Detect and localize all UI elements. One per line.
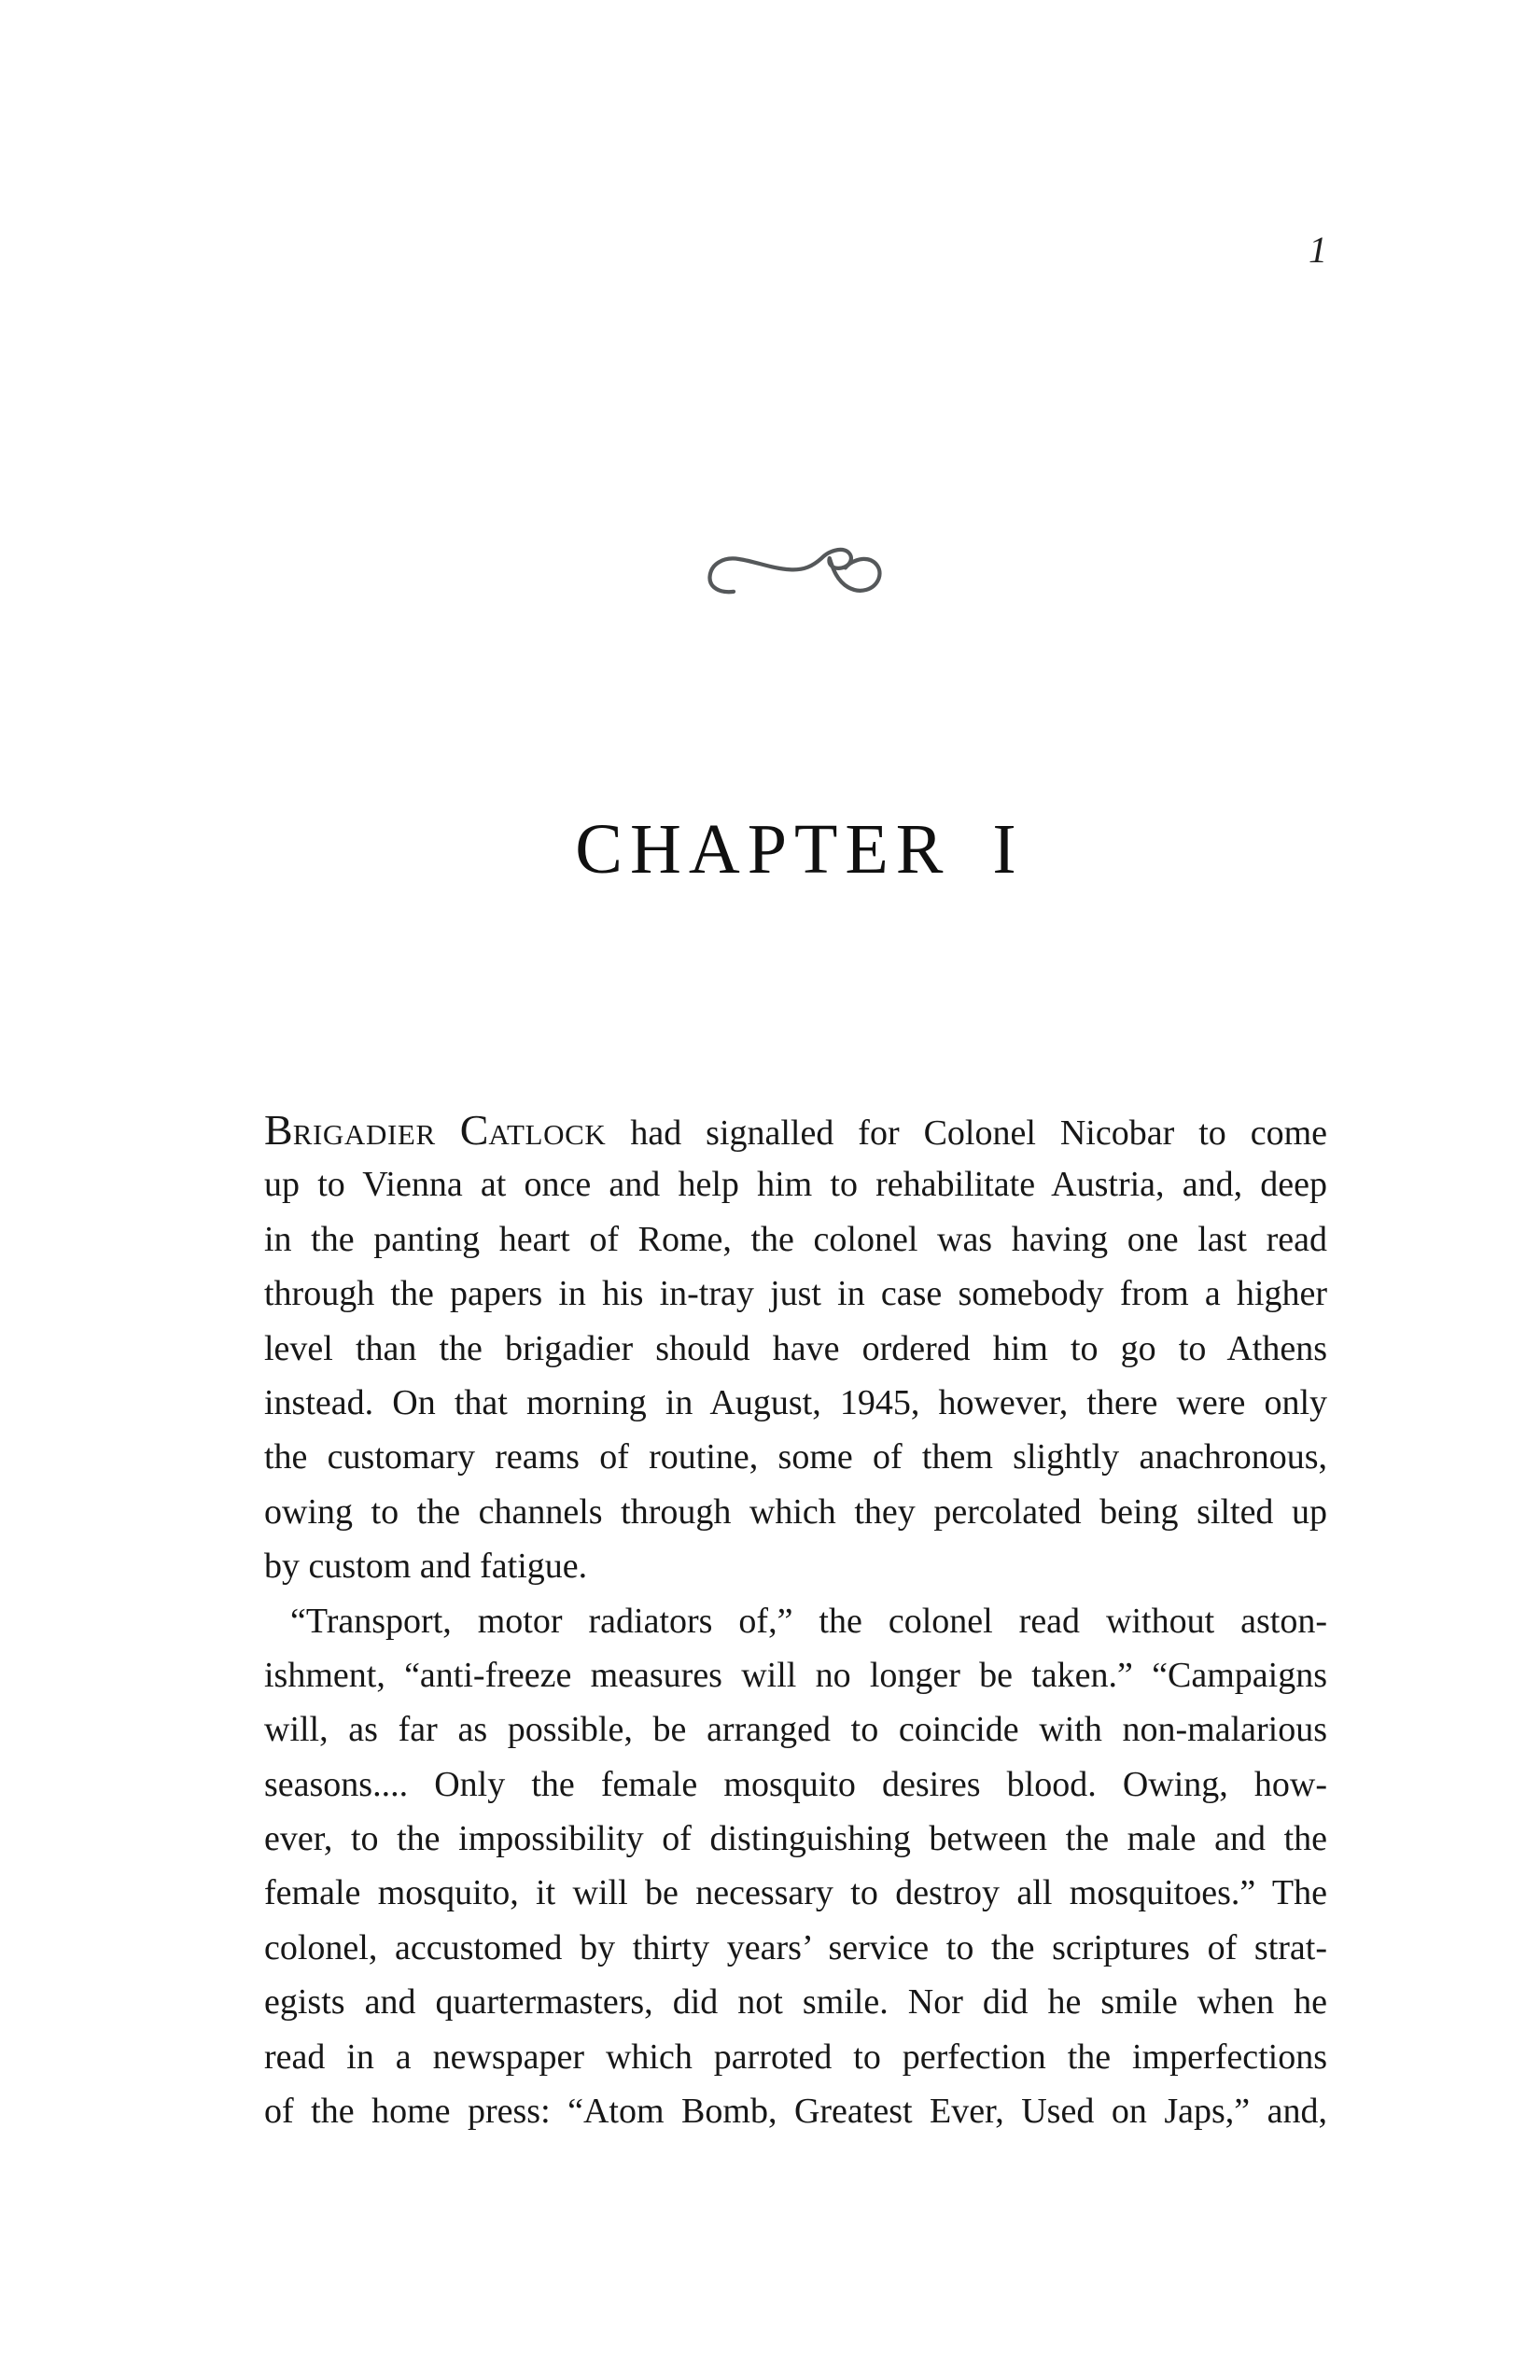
lead-rest-text: had signalled for Colonel Nicobar to come [606,1113,1327,1153]
text-line-lead-in [264,1103,1327,1157]
text-line: read in a newspaper which parroted to perfection the imperfections [264,2037,1327,2077]
text-line: through the papers in his in-tray just in case somebody from a higher [264,1274,1327,1314]
text-line: by custom and fatigue. [264,1547,588,1587]
lead-small-caps: ATLOCK [488,1118,607,1151]
text-line: up to Vienna at once and help him to rehabilitate Austria, and, deep [264,1165,1327,1205]
text-line: in the panting heart of Rome, the colonel was having one last read [264,1219,1327,1259]
text-line: level than the brigadier should have ordered him to go to Athens [264,1328,1327,1368]
text-line: of the home press: “Atom Bomb, Greatest Ever, Used on Japs,” and, [264,2092,1327,2132]
text-line: female mosquito, it will be necessary to destroy all mosquitoes.” The [264,1873,1327,1913]
text-line: ishment, “anti-freeze measures will no longer be taken.” “Campaigns [264,1655,1327,1695]
text-line: will, as far as possible, be arranged to coincide with non-malarious [264,1710,1327,1750]
text-line: “Transport, motor radiators of,” the colonel read without aston- [290,1601,1327,1641]
text-line: owing to the channels through which they percolated being silted up [264,1491,1327,1532]
text-line: egists and quartermasters, did not smile. Nor did he smile when he [264,1982,1327,2023]
lead-initial-cap: B [264,1106,293,1154]
chapter-heading: CHAPTER I [575,810,1024,889]
text-line: ever, to the impossibility of distinguishing between the male and the [264,1819,1327,1859]
page-number: 1 [1309,229,1327,271]
text-line: seasons.... Only the female mosquito desires blood. Owing, how- [264,1764,1327,1804]
text-line: the customary reams of routine, some of them slightly anachronous, [264,1437,1327,1477]
swash-ornament-icon [705,543,886,605]
lead-small-caps: RIGADIER [292,1118,436,1151]
text-line: instead. On that morning in August, 1945, however, there were only [264,1382,1327,1422]
lead-initial-cap: C [459,1106,489,1154]
text-line: colonel, accustomed by thirty years’ service to the scriptures of strat- [264,1927,1327,1967]
body-text [264,1103,1327,2138]
